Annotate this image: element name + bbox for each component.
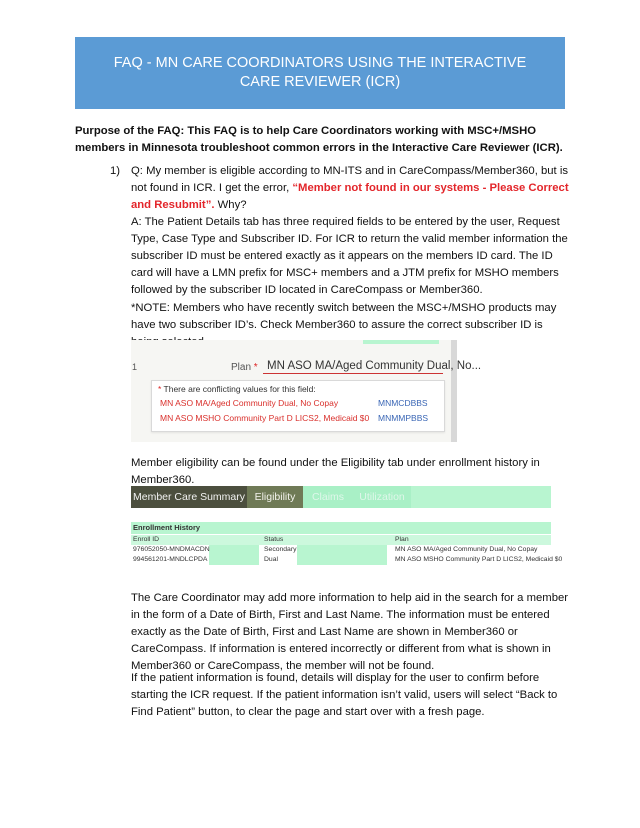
tab-eligibility[interactable]: Eligibility [247,486,303,508]
enroll-id-cell: 994561201-MNDLCPDA [133,556,208,563]
popup-title-text: There are conflicting values for this field: [163,384,316,394]
left-marker: 1 [132,362,138,372]
conflict-popup [151,380,445,432]
plan-value[interactable]: MN ASO MA/Aged Community Dual, No... [267,360,482,372]
plan-cell: MN ASO MA/Aged Community Dual, No Copay [395,546,538,553]
tab-utilization[interactable]: Utilization [353,486,411,508]
plan-cell: MN ASO MSHO Community Part D LICS2, Medicaid $0 [395,556,563,563]
plan-label [231,362,258,373]
highlight-bar [363,340,439,344]
column-header-enroll-id: Enroll ID [133,536,160,543]
tab-claims[interactable]: Claims [303,486,353,508]
plan-option-code[interactable]: MNMCDBBS [378,398,428,408]
question-number: 1) [110,165,121,177]
enrollment-history-table [131,522,563,572]
member360-tab-bar [131,486,551,508]
purpose-statement: Purpose of the FAQ: This FAQ is to help Care Coordinators working with MSC+/MSHO members in Minnesota troubleshoot common errors in the Interactive Care Reviewer (ICR). [75,125,563,154]
enroll-id-cell: 976052050-MNDMACDN [133,546,210,553]
error-message: “Member not found in our systems - Please Correct and Resubmit”. [131,182,569,211]
plan-option[interactable]: MN ASO MSHO Community Part D LICS2, Medicaid $0 [160,413,370,423]
required-asterisk: * [253,362,258,373]
eligibility-paragraph: Member eligibility can be found under the Eligibility tab under enrollment history in Member360. [131,457,540,486]
column-header-status: Status [264,536,284,543]
popup-asterisk: * [158,384,162,394]
table-header-row [131,535,551,545]
faq-title-banner [75,37,565,109]
plan-option-code[interactable]: MNMMPBBS [378,413,429,423]
plan-conflict-screenshot [131,340,482,442]
question-text-before: Q: My member is eligible according to MN-ITS and in CareCompass/Member360, but is not found in ICR. I get the error, [131,165,568,194]
question-text [131,163,571,214]
coordinator-paragraph: The Care Coordinator may add more information to help aid in the search for a member in the form of a Date of Birth, First and Last Name. The information must be entered exactly as the Date of Birth, First and Last Name are shown in Member360 or CareCompass. If information is entered incorrectly or different from what is shown in Member360 or CareCompass, the member will not be found. [131,592,569,672]
answer-paragraph: A: The Patient Details tab has three required fields to be entered by the user, Request Type, Case Type and Subscriber ID. For ICR to return the valid member information the subscriber ID must be entered exactly as it appears on the members ID card. The ID card will have a LMN prefix for MSC+ members and a JTM prefix for MSHO members followed by the subscriber ID located in CareCompass or Member360. [131,216,568,296]
row-highlight [209,545,259,555]
question-text-after: Why? [214,199,247,211]
patient-info-paragraph: If the patient information is found, details will display for the user to confirm before starting the ICR request. If the patient information isn’t valid, users will select “Back to Find Patient” button, to clear the page and start over with a fresh page. [131,672,558,718]
row-highlight [297,555,387,565]
plan-option[interactable]: MN ASO MA/Aged Community Dual, No Copay [160,398,339,408]
row-highlight [297,545,387,555]
status-cell: Dual [264,556,278,563]
faq-title: FAQ - MN CARE COORDINATORS USING THE INTERACTIVE CARE REVIEWER (ICR) [113,55,527,90]
tab-member-care-summary[interactable]: Member Care Summary [131,486,247,508]
enrollment-history-title: Enrollment History [131,522,551,534]
column-header-plan: Plan [395,536,409,543]
note-paragraph: *NOTE: Members who have recently switch between the MSC+/MSHO products may have two subscriber ID’s. Check Member360 to assure the correct subscriber ID is [131,302,557,331]
popup-title [158,384,316,394]
row-highlight [209,555,259,565]
plan-label-text: Plan [231,362,252,373]
error-underline [263,373,443,374]
scrollbar [451,340,457,442]
status-cell: Secondary [264,546,297,553]
